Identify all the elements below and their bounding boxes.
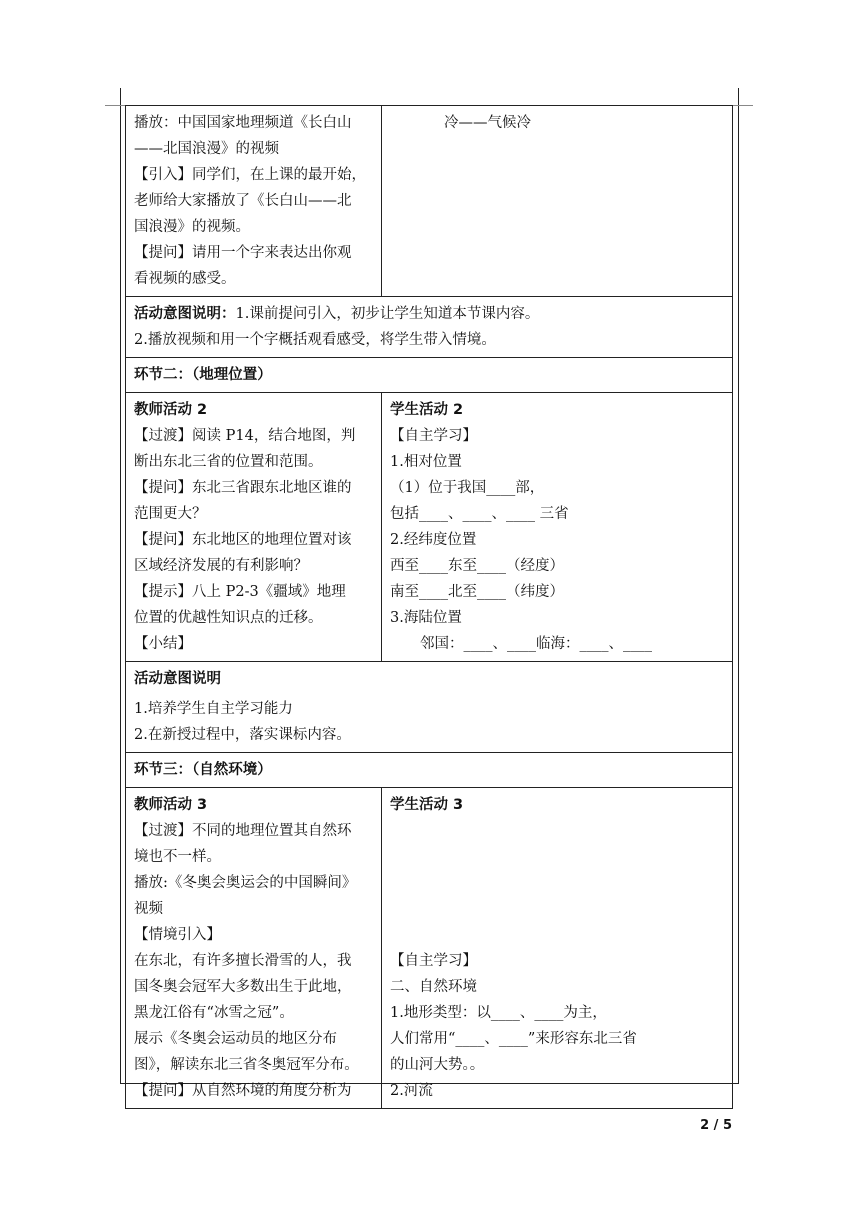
page-frame-right-border <box>738 88 739 1083</box>
student-2-line: （1）位于我国____部， <box>390 480 545 496</box>
teacher-3-line: 黑龙江俗有“冰雪之冠”。 <box>134 1005 294 1021</box>
intro-line: 国浪漫》的视频。 <box>134 219 250 235</box>
student-2-line: 南至____北至____（纬度） <box>390 584 564 600</box>
intro-row <box>126 106 733 297</box>
student-3-line: 二、自然环境 <box>390 979 477 995</box>
teacher-2-line: 区域经济发展的有利影响？ <box>134 558 308 574</box>
teacher-activity-2-heading: 教师活动 2 <box>134 402 208 418</box>
student-2-line: 包括____、____、____ 三省 <box>390 506 569 522</box>
activity-2-row <box>126 393 733 662</box>
intro-line: 【提问】请用一个字来表达出你观 <box>134 245 352 261</box>
intent-cell-1 <box>126 297 733 358</box>
intent-row-2 <box>126 662 733 753</box>
intro-line: ——北国浪漫》的视频 <box>134 141 279 157</box>
lesson-plan-table <box>125 105 733 1109</box>
teacher-3-line: 【过渡】不同的地理位置其自然环 <box>134 823 352 839</box>
activity-3-row <box>126 788 733 1109</box>
intro-line: 播放：中国国家地理频道《长白山 <box>134 115 352 131</box>
teacher-3-line: 国冬奥会冠军大多数出生于此地， <box>134 979 352 995</box>
intro-line: 看视频的感受。 <box>134 271 236 287</box>
student-3-line: 1.地形类型：以____、____为主， <box>390 1005 607 1021</box>
intro-student-cell <box>382 106 733 297</box>
teacher-2-line: 【提问】东北地区的地理位置对该 <box>134 532 352 548</box>
teacher-3-line: 视频 <box>134 901 163 917</box>
student-2-line: 2.经纬度位置 <box>390 532 477 548</box>
student-3-line: 2.河流 <box>390 1083 433 1099</box>
student-3-line: 的山河大势。。 <box>390 1057 485 1073</box>
teacher-3-line: 展示《冬奥会运动员的地区分布 <box>134 1031 337 1047</box>
intent-cell-2 <box>126 662 733 753</box>
teacher-2-line: 【提示】八上 P2-3《疆域》地理 <box>134 584 346 600</box>
student-3-line: 【自主学习】 <box>390 953 477 969</box>
student-activity-2-heading: 学生活动 2 <box>390 402 464 418</box>
teacher-3-line: 在东北，有许多擅长滑雪的人，我 <box>134 953 352 969</box>
section-3-title-cell <box>126 753 733 788</box>
intro-line: 老师给大家播放了《长白山——北 <box>134 193 352 209</box>
teacher-2-line: 范围更大？ <box>134 506 207 522</box>
teacher-3-line: 【提问】从自然环境的角度分析为 <box>134 1083 352 1099</box>
page-frame-left-border <box>120 88 121 1083</box>
teacher-activity-2-cell <box>126 393 382 662</box>
section-2-title: 环节二：（地理位置） <box>134 367 272 383</box>
teacher-3-line: 境也不一样。 <box>134 849 221 865</box>
student-3-line: 人们常用“____、____”来形容东北三省 <box>390 1031 637 1047</box>
teacher-3-line: 图》，解读东北三省冬奥冠军分布。 <box>134 1057 359 1073</box>
cold-answer: 冷——气候冷 <box>444 115 531 131</box>
intent-row-1 <box>126 297 733 358</box>
section-3-row <box>126 753 733 788</box>
section-2-row <box>126 358 733 393</box>
student-2-line: 【自主学习】 <box>390 428 477 444</box>
intro-teacher-cell <box>126 106 382 297</box>
intent-text: 2.播放视频和用一个字概括观看感受，将学生带入情境。 <box>134 332 496 348</box>
intent-text: 2.在新授过程中，落实课标内容。 <box>134 727 351 743</box>
student-activity-3-cell <box>382 788 733 1109</box>
crop-mark-top-right <box>733 105 753 106</box>
intent-label: 活动意图说明： <box>134 306 236 322</box>
section-3-title: 环节三：（自然环境） <box>134 762 272 778</box>
student-2-line: 3.海陆位置 <box>390 610 462 626</box>
intent-label: 活动意图说明 <box>134 671 221 687</box>
crop-mark-top-left <box>105 105 125 106</box>
student-activity-3-heading: 学生活动 3 <box>390 797 464 813</box>
page-number: 2 / 5 <box>700 1118 732 1133</box>
intent-text: 1.培养学生自主学习能力 <box>134 701 293 717</box>
teacher-2-line: 【提问】东北三省跟东北地区谁的 <box>134 480 352 496</box>
teacher-2-line: 位置的优越性知识点的迁移。 <box>134 610 323 626</box>
teacher-activity-3-cell <box>126 788 382 1109</box>
student-2-line: 1.相对位置 <box>390 454 462 470</box>
teacher-3-line: 播放:《冬奥会奥运会的中国瞬间》 <box>134 875 357 891</box>
teacher-2-line: 【小结】 <box>134 636 192 652</box>
teacher-2-line: 断出东北三省的位置和范围。 <box>134 454 323 470</box>
intro-line: 【引入】同学们，在上课的最开始， <box>134 167 366 183</box>
teacher-2-line: 【过渡】阅读 P14，结合地图，判 <box>134 428 356 444</box>
teacher-activity-3-heading: 教师活动 3 <box>134 797 208 813</box>
student-activity-2-cell <box>382 393 733 662</box>
teacher-3-line: 【情境引入】 <box>134 927 221 943</box>
section-2-title-cell <box>126 358 733 393</box>
neighbor-sea-line: 邻国：____、____临海：____、____ <box>420 636 652 652</box>
student-2-line: 西至____东至____（经度） <box>390 558 564 574</box>
intent-text: 1.课前提问引入，初步让学生知道本节课内容。 <box>235 306 540 322</box>
